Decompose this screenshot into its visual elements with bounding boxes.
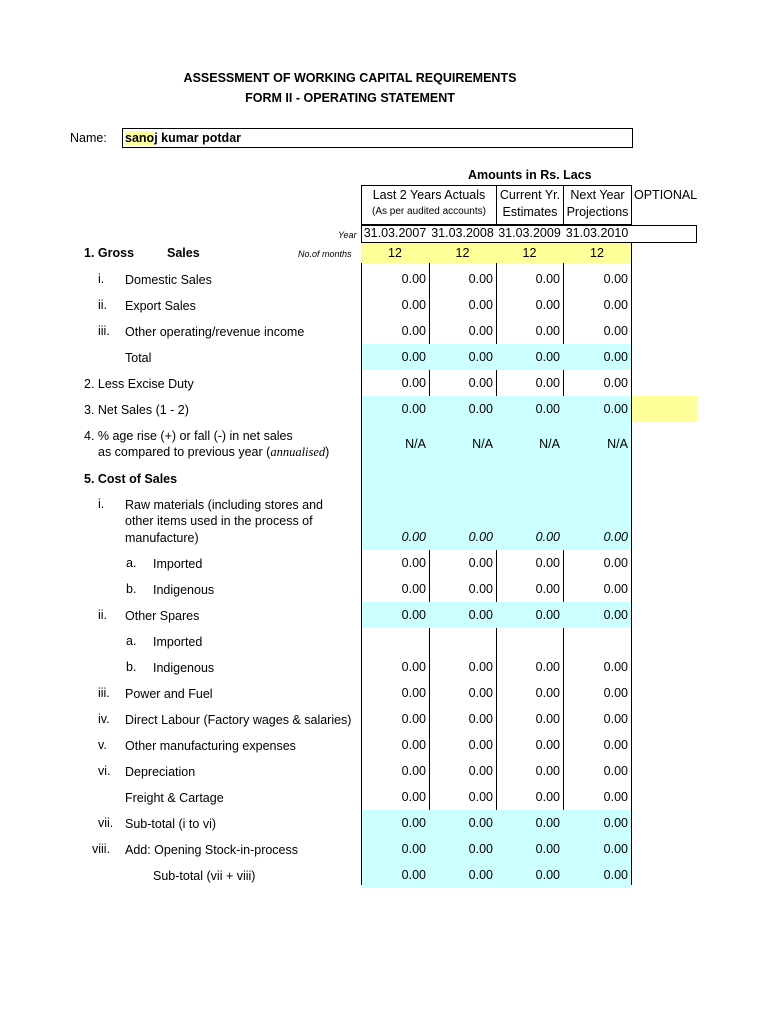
row-value[interactable]: N/A (472, 437, 493, 451)
row-value[interactable]: 0.00 (468, 868, 493, 882)
row-value[interactable]: 0.00 (468, 738, 493, 752)
row-value[interactable]: 0.00 (603, 790, 628, 804)
row-label: Other Spares (125, 609, 200, 623)
row-label: Indigenous (153, 583, 215, 597)
row-value[interactable]: 0.00 (535, 376, 560, 390)
row-label: Total (125, 351, 152, 365)
row-number: i. (98, 272, 105, 286)
row-label: 2. Less Excise Duty (84, 377, 194, 391)
row-label: Domestic Sales (125, 273, 212, 287)
row-number: iii. (98, 324, 110, 338)
year-value: 31.03.2007 (363, 226, 427, 240)
row-value[interactable]: 0.00 (401, 842, 426, 856)
row-value[interactable]: 0.00 (603, 608, 628, 622)
year-label: Year (338, 230, 357, 240)
row-value[interactable]: 0.00 (603, 842, 628, 856)
optional-label: OPTIONAL (634, 188, 698, 202)
row-value[interactable]: 0.00 (401, 272, 426, 286)
row-value[interactable]: N/A (539, 437, 560, 451)
optional-highlight (632, 396, 697, 422)
row-value[interactable]: 0.00 (468, 350, 493, 364)
row-value[interactable]: 0.00 (401, 402, 426, 416)
row-value[interactable]: 0.00 (468, 556, 493, 570)
row-value[interactable]: 0.00 (603, 764, 628, 778)
row-value[interactable]: 0.00 (535, 402, 560, 416)
row-number: ii. (98, 608, 108, 622)
form-subtitle: FORM II - OPERATING STATEMENT (245, 91, 455, 105)
row-value[interactable]: 0.00 (401, 686, 426, 700)
row-value[interactable]: 0.00 (603, 402, 628, 416)
row-value[interactable]: 0.00 (468, 816, 493, 830)
row-label: Indigenous (153, 661, 215, 675)
row-value[interactable]: 0.00 (468, 764, 493, 778)
row-value[interactable]: 0.00 (535, 738, 560, 752)
row-value[interactable]: 0.00 (535, 324, 560, 338)
row-label: 3. Net Sales (1 - 2) (84, 403, 189, 417)
row-value[interactable]: 0.00 (468, 686, 493, 700)
row-label: 5. Cost of Sales (84, 472, 178, 486)
row-value[interactable]: 0.00 (468, 530, 493, 544)
row-number: iii. (98, 686, 110, 700)
row-value[interactable]: 0.00 (535, 530, 560, 544)
row-label-line2: other items used in the process of (125, 514, 313, 528)
row-value[interactable]: 0.00 (468, 402, 493, 416)
row-value[interactable]: 0.00 (603, 712, 628, 726)
last2-label: Last 2 Years Actuals (372, 188, 486, 202)
row-label: Sub-total (i to vi) (125, 817, 217, 831)
row-value[interactable]: 0.00 (468, 298, 493, 312)
months-value[interactable]: 12 (563, 243, 631, 263)
row-value[interactable]: 0.00 (603, 324, 628, 338)
row-number: vi. (98, 764, 111, 778)
row-value[interactable]: 0.00 (535, 660, 560, 674)
row-value[interactable]: 0.00 (401, 660, 426, 674)
row-label: Depreciation (125, 765, 196, 779)
row-value[interactable]: 0.00 (401, 608, 426, 622)
row-number: vii. (98, 816, 114, 830)
row-number: v. (98, 738, 107, 752)
row-value[interactable]: 0.00 (401, 582, 426, 596)
row-label: Raw materials (including stores and (125, 498, 324, 512)
row-value[interactable]: 0.00 (603, 376, 628, 390)
row-value[interactable]: 0.00 (401, 790, 426, 804)
row-value[interactable]: 0.00 (603, 816, 628, 830)
row-value[interactable]: 0.00 (401, 350, 426, 364)
row-value[interactable]: 0.00 (603, 738, 628, 752)
year-value: 31.03.2008 (431, 226, 494, 240)
row-value[interactable]: 0.00 (535, 868, 560, 882)
row-value[interactable]: 0.00 (603, 272, 628, 286)
col-divider (631, 243, 632, 885)
months-label: No.of months (298, 249, 352, 259)
row-value[interactable]: 0.00 (468, 608, 493, 622)
row-value[interactable]: 0.00 (401, 324, 426, 338)
row-label: Imported (153, 635, 203, 649)
row-number: b. (126, 660, 137, 674)
current-label-1: Current Yr. (499, 188, 561, 202)
name-field[interactable] (122, 128, 633, 148)
row-value[interactable]: 0.00 (603, 582, 628, 596)
row-label-italic: annualised (270, 445, 326, 459)
row-value[interactable]: 0.00 (603, 660, 628, 674)
row-value[interactable]: 0.00 (535, 816, 560, 830)
row-number: iv. (98, 712, 110, 726)
row-label: Power and Fuel (125, 687, 213, 701)
row-value[interactable]: 0.00 (468, 790, 493, 804)
row-value[interactable]: 0.00 (535, 686, 560, 700)
row-number: viii. (92, 842, 111, 856)
row-label-line2: as compared to previous year (annualised) (98, 445, 330, 459)
row-value[interactable]: 0.00 (468, 842, 493, 856)
row-label: Sub-total (vii + viii) (153, 869, 256, 883)
row-label: Direct Labour (Factory wages & salaries) (125, 713, 352, 727)
name-value-highlight: sano (125, 131, 155, 145)
row-value[interactable]: 0.00 (603, 868, 628, 882)
row-label: Export Sales (125, 299, 196, 313)
row-label-line3: manufacture) (125, 531, 199, 545)
row-value[interactable]: 0.00 (401, 738, 426, 752)
row-fill (362, 465, 631, 491)
row-number: b. (126, 582, 137, 596)
row-value[interactable]: 0.00 (468, 712, 493, 726)
row-number: a. (126, 556, 137, 570)
row-label: Freight & Cartage (125, 791, 224, 805)
row-value[interactable]: 0.00 (535, 790, 560, 804)
row-value[interactable]: N/A (607, 437, 628, 451)
row-value[interactable]: 0.00 (401, 376, 426, 390)
months-value[interactable]: 12 (496, 243, 563, 263)
row-value[interactable]: 0.00 (401, 712, 426, 726)
months-value[interactable]: 12 (361, 243, 429, 263)
next-label-1: Next Year (570, 188, 625, 202)
row-value[interactable]: 0.00 (603, 556, 628, 570)
row-label: Other operating/revenue income (125, 325, 305, 339)
row-label: Add: Opening Stock-in-process (125, 843, 299, 857)
row-number: ii. (98, 298, 108, 312)
next-header (563, 185, 632, 225)
current-header (496, 185, 564, 225)
months-value[interactable]: 12 (429, 243, 496, 263)
row-value[interactable]: 0.00 (468, 376, 493, 390)
name-value-rest: j kumar potdar (154, 131, 242, 145)
gross-sales-label: Sales (167, 246, 200, 260)
row-value[interactable]: 0.00 (401, 556, 426, 570)
row-value[interactable]: N/A (405, 437, 426, 451)
row-value[interactable]: 0.00 (603, 530, 628, 544)
row-label: 4. % age rise (+) or fall (-) in net sales (84, 429, 293, 443)
row-label: Other manufacturing expenses (125, 739, 296, 753)
name-label: Name: (70, 131, 107, 145)
row-value[interactable]: 0.00 (401, 816, 426, 830)
row-value[interactable]: 0.00 (535, 842, 560, 856)
row-value[interactable]: 0.00 (535, 582, 560, 596)
row-value[interactable]: 0.00 (468, 660, 493, 674)
row-value[interactable]: 0.00 (535, 272, 560, 286)
row-value[interactable]: 0.00 (468, 272, 493, 286)
year-value: 31.03.2009 (498, 226, 561, 240)
row-value[interactable]: 0.00 (535, 608, 560, 622)
row-value[interactable]: 0.00 (468, 582, 493, 596)
row-value[interactable]: 0.00 (603, 686, 628, 700)
row-number: i. (98, 497, 105, 511)
audited-note: (As per audited accounts) (372, 206, 486, 217)
form-title: ASSESSMENT OF WORKING CAPITAL REQUIREMENTS (183, 71, 517, 85)
row-value[interactable]: 0.00 (535, 712, 560, 726)
next-label-2: Projections (566, 205, 629, 219)
row-value[interactable]: 0.00 (535, 350, 560, 364)
last2-header (361, 185, 497, 225)
row-value[interactable]: 0.00 (401, 530, 426, 544)
year-value: 31.03.2010 (565, 226, 629, 240)
current-label-2: Estimates (502, 205, 558, 219)
row-value[interactable]: 0.00 (535, 764, 560, 778)
amounts-title: Amounts in Rs. Lacs (468, 168, 592, 182)
row-value[interactable]: 0.00 (401, 298, 426, 312)
row-value[interactable]: 0.00 (401, 868, 426, 882)
row-value[interactable]: 0.00 (535, 556, 560, 570)
row-value[interactable]: 0.00 (603, 350, 628, 364)
row-value[interactable]: 0.00 (401, 764, 426, 778)
row-label: Imported (153, 557, 203, 571)
row-value[interactable]: 0.00 (603, 298, 628, 312)
row-value[interactable]: 0.00 (535, 298, 560, 312)
row-value[interactable]: 0.00 (468, 324, 493, 338)
row-number: a. (126, 634, 137, 648)
gross-sales-num: 1. Gross (84, 246, 135, 260)
